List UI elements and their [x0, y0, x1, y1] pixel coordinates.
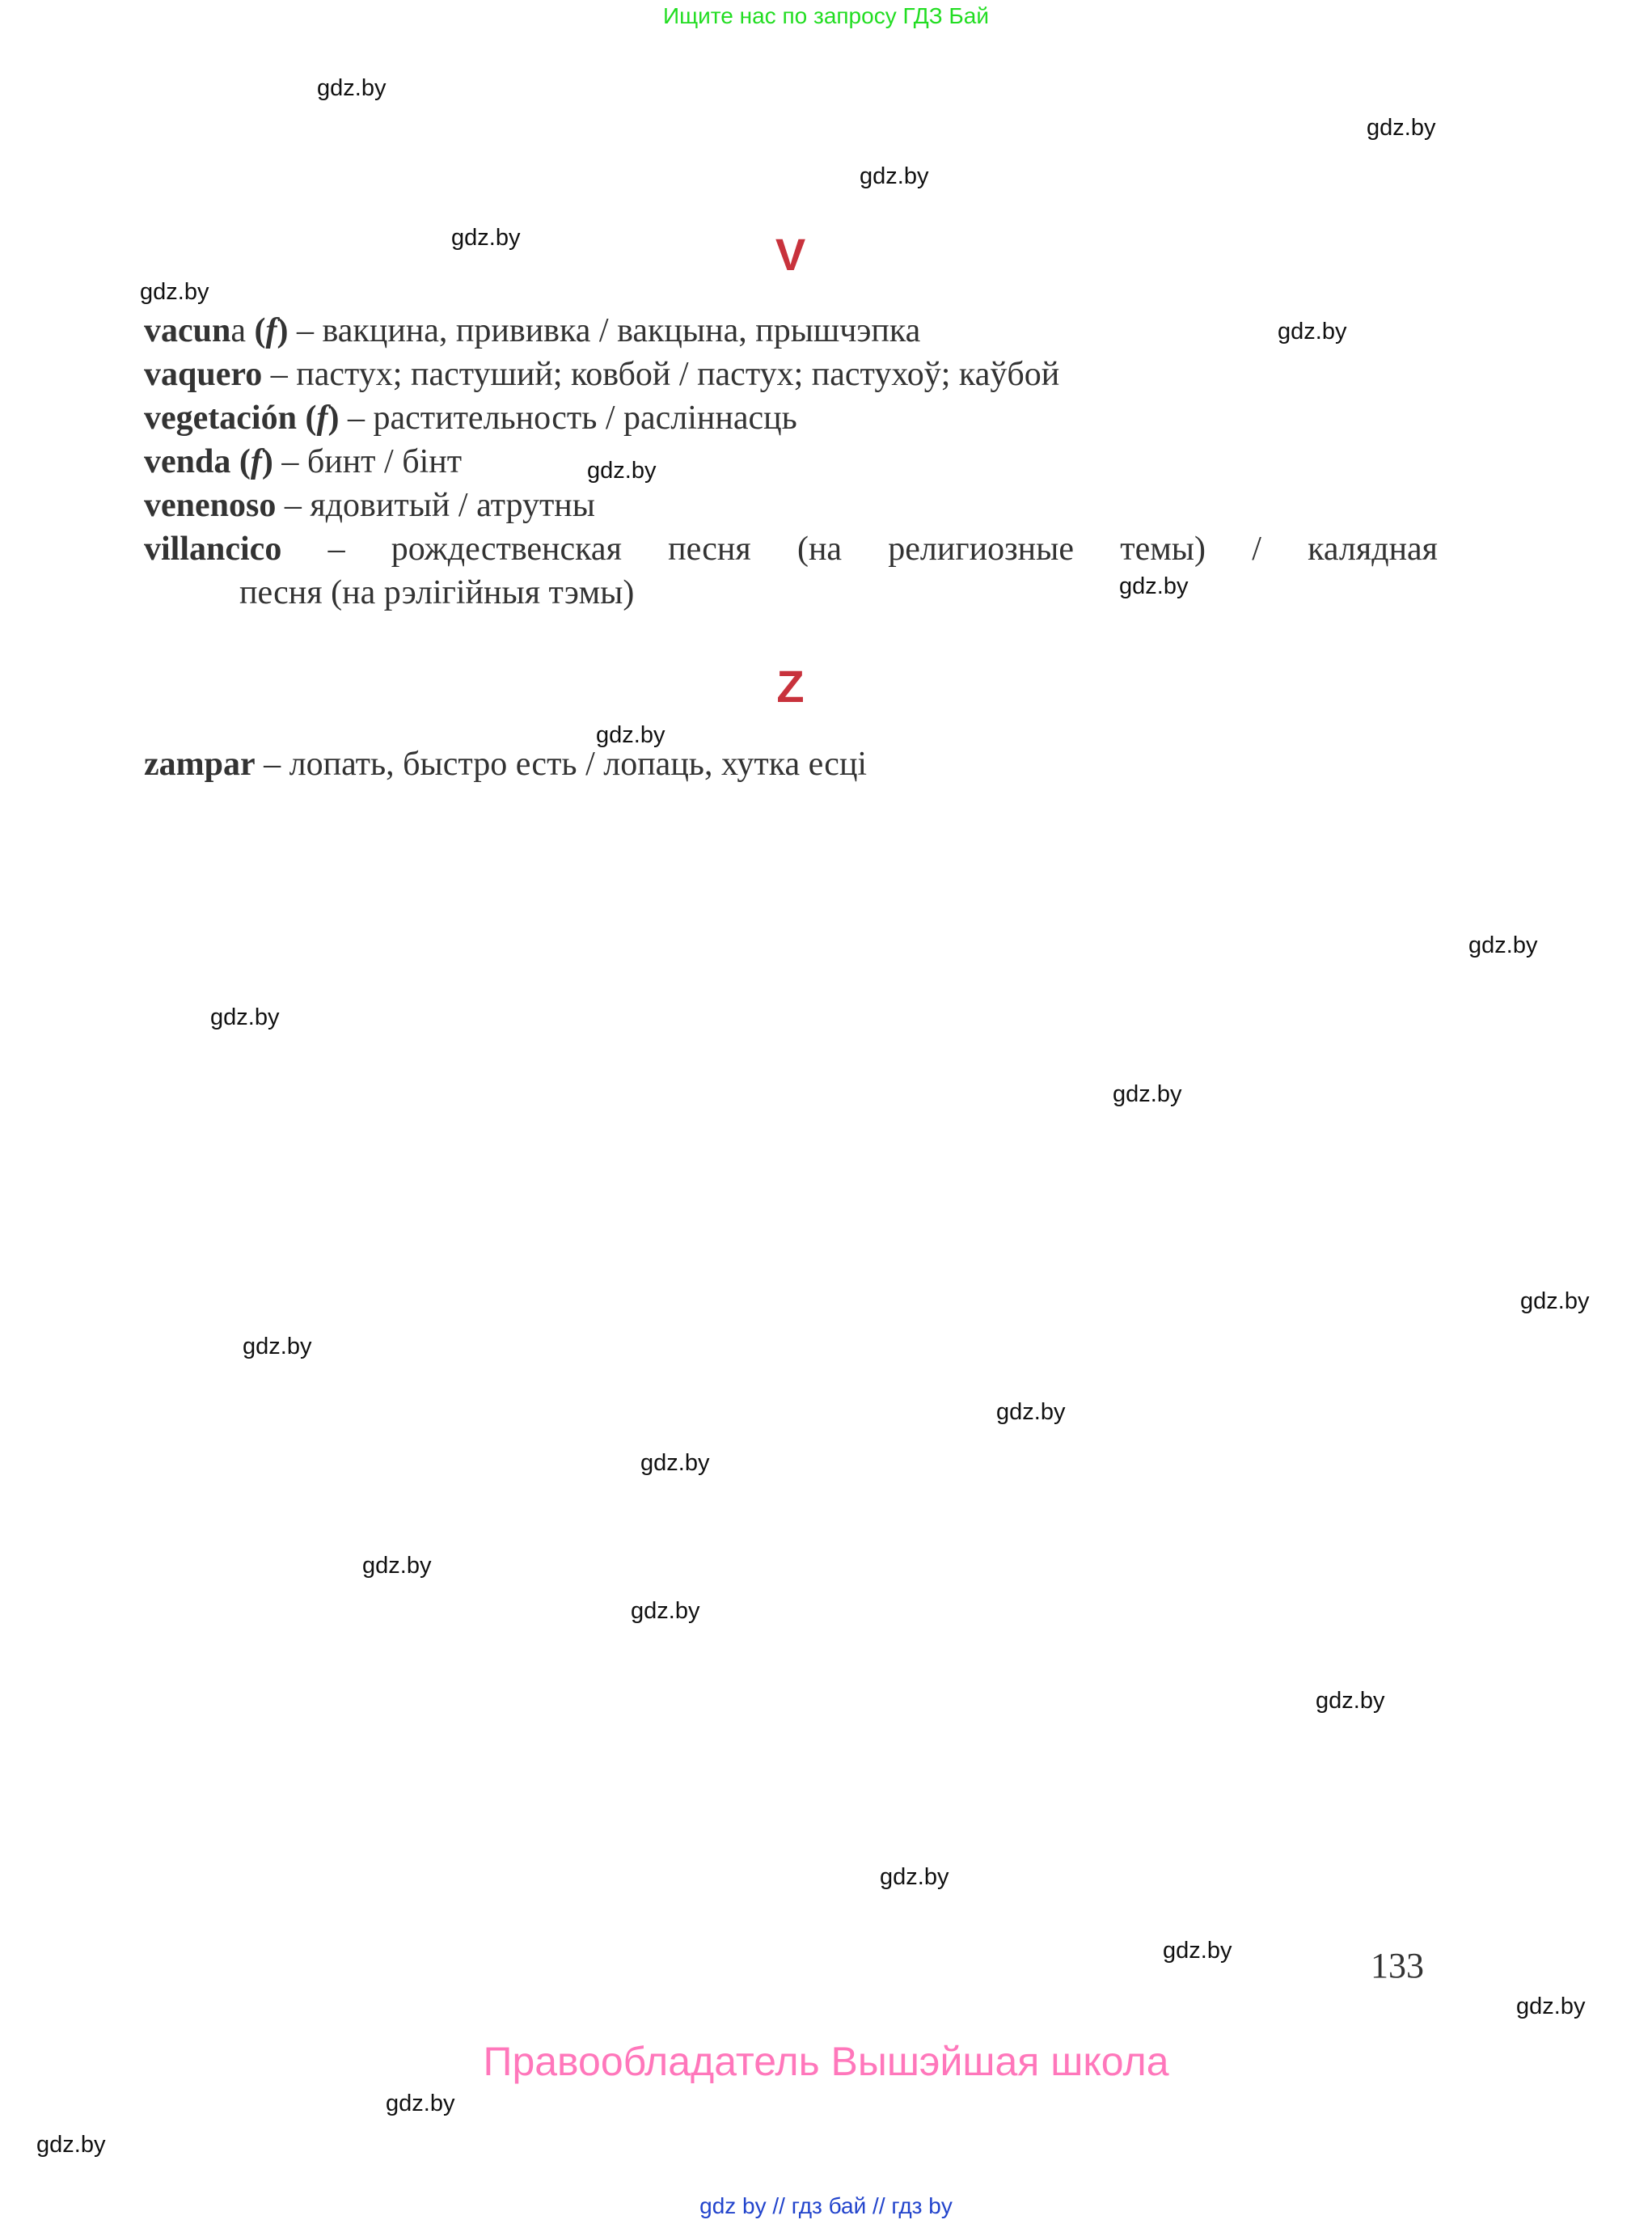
entry-term: vegetación [144, 400, 297, 437]
entry-term: zampar [144, 746, 256, 783]
watermark: gdz.by [243, 1334, 312, 1359]
watermark: gdz.by [1367, 115, 1436, 141]
section-letter-z: Z [776, 661, 805, 712]
watermark: gdz.by [386, 2091, 455, 2116]
dictionary-entry: venda (f) – бинт / бінт [144, 443, 463, 480]
watermark: gdz.by [860, 163, 929, 189]
entry-continuation: песня (на рэлігійныя тэмы) [239, 574, 635, 611]
entry-translation: – ядовитый / атрутны [284, 487, 595, 524]
watermark: gdz.by [140, 279, 209, 305]
watermark: gdz.by [587, 458, 657, 484]
page-number: 133 [1371, 1946, 1424, 1985]
entry-term: venenoso [144, 487, 277, 524]
watermark: gdz.by [1278, 319, 1347, 345]
watermark: gdz.by [1520, 1288, 1590, 1314]
entry-gender: f [316, 400, 328, 437]
watermark: gdz.by [631, 1598, 700, 1624]
footer-links: gdz by // гдз бай // гдз by [699, 2193, 953, 2218]
entry-term-rest: a [230, 312, 247, 349]
watermark: gdz.by [362, 1553, 432, 1579]
entry-gender: f [250, 443, 262, 480]
dictionary-entry: vacuna (f) – вакцина, прививка / вакцына, прышчэпка [144, 312, 921, 349]
top-banner: Ищите нас по запросу ГДЗ Бай [662, 3, 990, 28]
entry-term: vaquero [144, 356, 263, 393]
rights-holder: Правообладатель Вышэйшая школа [483, 2039, 1169, 2084]
dictionary-entry [144, 742, 1438, 786]
watermark: gdz.by [596, 722, 665, 748]
watermark: gdz.by [451, 225, 521, 251]
watermark: gdz.by [1516, 1994, 1586, 2019]
entry-translation: – растительность / расліннасць [347, 400, 797, 437]
entry-translation: – рождественская песня (на религиозные темы) / калядная [327, 531, 1438, 568]
entry-term: venda [144, 443, 231, 480]
entry-translation: – лопать, быстро есть / лопаць, хутка есці [264, 746, 868, 783]
watermark: gdz.by [317, 75, 387, 101]
dictionary-entry [144, 353, 1438, 396]
entry-term: villancico [144, 531, 282, 568]
entry-first-line [144, 527, 1438, 571]
watermark: gdz.by [1468, 932, 1538, 958]
watermark: gdz.by [1163, 1938, 1232, 1964]
entry-translation: – бинт / бінт [281, 443, 463, 480]
entry-translation: – вакцина, прививка / вакцына, прышчэпка [297, 312, 921, 349]
entry-gender: f [265, 312, 277, 349]
dictionary-entry [144, 484, 1438, 527]
watermark: gdz.by [880, 1864, 949, 1890]
dictionary-entry: vegetación (f) – растительность / расліннасць [144, 400, 797, 437]
watermark: gdz.by [996, 1399, 1066, 1425]
watermark: gdz.by [1316, 1688, 1385, 1714]
section-letter-v: V [775, 229, 806, 280]
entry-term: vacun [144, 312, 231, 349]
entry-translation: – пастух; пастуший; ковбой / пастух; пастухоў; каўбой [270, 356, 1060, 393]
dictionary-entry [144, 527, 1438, 615]
watermark: gdz.by [1119, 573, 1189, 599]
watermark: gdz.by [640, 1450, 710, 1476]
watermark: gdz.by [210, 1004, 280, 1030]
watermark: gdz.by [1113, 1081, 1182, 1107]
watermark: gdz.by [36, 2132, 106, 2158]
